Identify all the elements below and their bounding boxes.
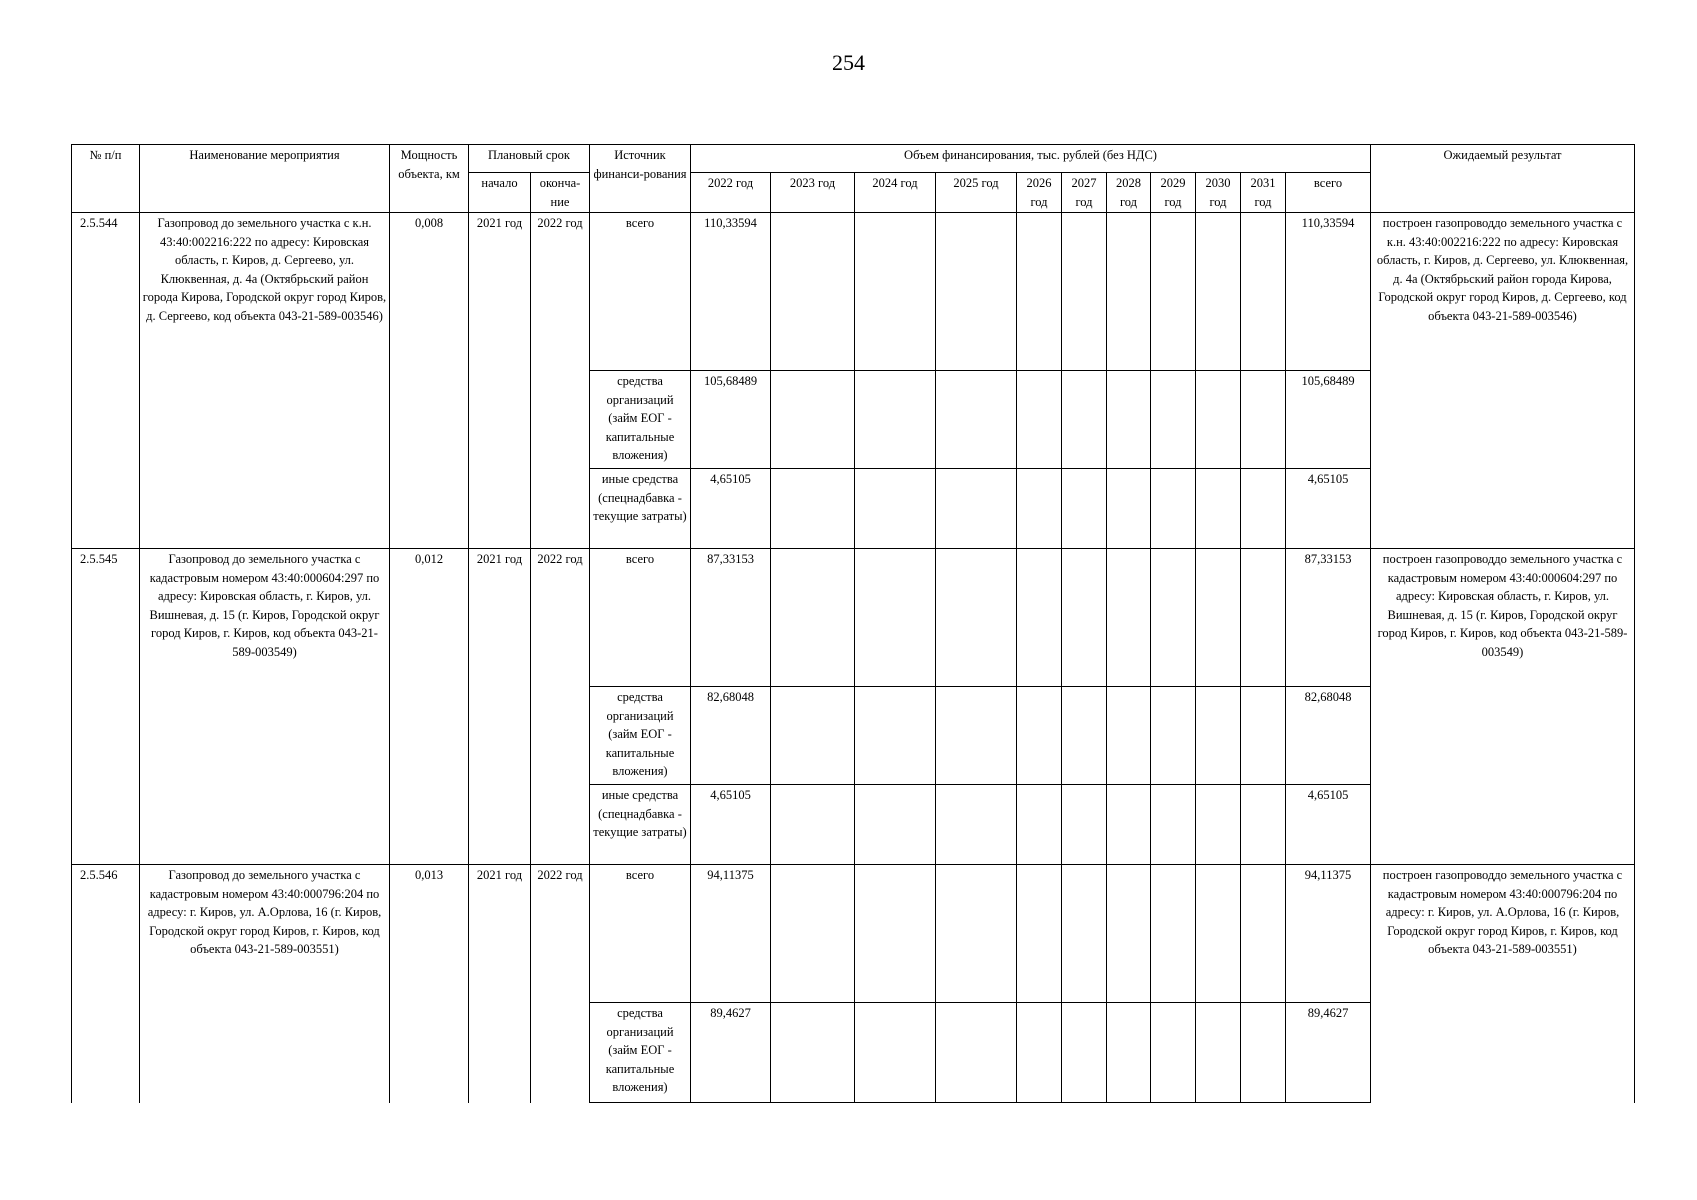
value-2024	[855, 213, 936, 371]
value-2025	[936, 371, 1017, 469]
value-2029	[1151, 865, 1196, 1003]
value-2028	[1107, 785, 1151, 865]
value-2024	[855, 1003, 936, 1103]
header-num: № п/п	[72, 145, 140, 213]
value-2029	[1151, 687, 1196, 785]
header-year-2029: 2029 год	[1151, 173, 1196, 213]
item-end: 2022 год	[531, 213, 590, 549]
funding-table	[71, 144, 1635, 1103]
value-2023	[771, 469, 855, 549]
table-row	[72, 213, 1635, 371]
value-2027	[1062, 1003, 1107, 1103]
item-name: Газопровод до земельного участка с к.н. 43:40:002216:222 по адресу: Кировская область, г. Киров, д. Сергеево, ул. Клюквенная, д. 4а (Октябрьский район города Кирова, Городской округ город Киров, д. Сергеево, код объекта 043-21-589-003546)	[140, 213, 390, 549]
value-2023	[771, 213, 855, 371]
funding-source: иные средства (спецнадбавка - текущие затраты)	[590, 785, 691, 865]
table-row	[72, 865, 1635, 1003]
value-2022: 87,33153	[691, 549, 771, 687]
value-2024	[855, 687, 936, 785]
value-2025	[936, 549, 1017, 687]
value-total: 4,65105	[1286, 469, 1371, 549]
header-year-2025: 2025 год	[936, 173, 1017, 213]
value-2022: 4,65105	[691, 785, 771, 865]
value-2027	[1062, 213, 1107, 371]
value-2026	[1017, 371, 1062, 469]
value-2030	[1196, 865, 1241, 1003]
expected-result: построен газопроводдо земельного участка с кадастровым номером 43:40:000796:204 по адресу: г. Киров, ул. А.Орлова, 16 (г. Киров, Городской округ город Киров, г. Киров, код объекта 043-21-589-003551)	[1371, 865, 1635, 1103]
value-2030	[1196, 371, 1241, 469]
funding-source: иные средства (спецнадбавка - текущие затраты)	[590, 469, 691, 549]
value-2031	[1241, 1003, 1286, 1103]
value-2029	[1151, 785, 1196, 865]
value-2022: 89,4627	[691, 1003, 771, 1103]
value-2030	[1196, 687, 1241, 785]
value-2022: 110,33594	[691, 213, 771, 371]
item-number: 2.5.545	[72, 549, 140, 865]
funding-source: всего	[590, 865, 691, 1003]
item-name: Газопровод до земельного участка с кадастровым номером 43:40:000796:204 по адресу: г. Киров, ул. А.Орлова, 16 (г. Киров, Городской округ город Киров, г. Киров, код объекта 043-21-589-003551)	[140, 865, 390, 1103]
value-2027	[1062, 865, 1107, 1003]
header-start: начало	[469, 173, 531, 213]
value-2031	[1241, 371, 1286, 469]
funding-source: всего	[590, 549, 691, 687]
value-2024	[855, 785, 936, 865]
value-2023	[771, 371, 855, 469]
value-2030	[1196, 469, 1241, 549]
item-start: 2021 год	[469, 865, 531, 1103]
value-2029	[1151, 549, 1196, 687]
value-2026	[1017, 1003, 1062, 1103]
value-2028	[1107, 371, 1151, 469]
header-source: Источник финанси-рования	[590, 145, 691, 213]
header-year-2024: 2024 год	[855, 173, 936, 213]
funding-source: средства организаций (займ ЕОГ - капитальные вложения)	[590, 371, 691, 469]
page-number: 254	[832, 50, 865, 75]
value-total: 87,33153	[1286, 549, 1371, 687]
value-2030	[1196, 785, 1241, 865]
funding-source: средства организаций (займ ЕОГ - капитальные вложения)	[590, 687, 691, 785]
value-2030	[1196, 549, 1241, 687]
value-2022: 94,11375	[691, 865, 771, 1003]
item-start: 2021 год	[469, 549, 531, 865]
value-2028	[1107, 213, 1151, 371]
value-2027	[1062, 371, 1107, 469]
value-total: 82,68048	[1286, 687, 1371, 785]
item-name: Газопровод до земельного участка с кадастровым номером 43:40:000604:297 по адресу: Кировская область, г. Киров, ул. Вишневая, д. 15 (г. Киров, Городской округ город Киров, г. Киров, код объекта 043-21-589-003549)	[140, 549, 390, 865]
header-name: Наименование мероприятия	[140, 145, 390, 213]
header-year-2030: 2030 год	[1196, 173, 1241, 213]
table-row	[72, 549, 1635, 687]
value-2027	[1062, 687, 1107, 785]
value-2027	[1062, 549, 1107, 687]
header-result: Ожидаемый результат	[1371, 145, 1635, 213]
value-total: 94,11375	[1286, 865, 1371, 1003]
value-2031	[1241, 687, 1286, 785]
value-2031	[1241, 549, 1286, 687]
header-year-2031: 2031 год	[1241, 173, 1286, 213]
value-2026	[1017, 469, 1062, 549]
value-2029	[1151, 469, 1196, 549]
header-total: всего	[1286, 173, 1371, 213]
table-body	[72, 213, 1635, 1103]
expected-result: построен газопроводдо земельного участка с кадастровым номером 43:40:000604:297 по адресу: Кировская область, г. Киров, ул. Вишневая, д. 15 (г. Киров, Городской округ город Киров, г. Киров, код объекта 043-21-589-003549)	[1371, 549, 1635, 865]
value-2026	[1017, 785, 1062, 865]
value-2028	[1107, 1003, 1151, 1103]
item-number: 2.5.546	[72, 865, 140, 1103]
value-2025	[936, 1003, 1017, 1103]
value-2023	[771, 687, 855, 785]
value-2025	[936, 785, 1017, 865]
value-2028	[1107, 549, 1151, 687]
header-year-2028: 2028 год	[1107, 173, 1151, 213]
value-2028	[1107, 687, 1151, 785]
value-2025	[936, 469, 1017, 549]
value-2025	[936, 213, 1017, 371]
value-2024	[855, 865, 936, 1003]
header-term: Плановый срок	[469, 145, 590, 173]
value-2030	[1196, 1003, 1241, 1103]
value-2026	[1017, 213, 1062, 371]
value-2031	[1241, 213, 1286, 371]
value-2024	[855, 549, 936, 687]
value-2024	[855, 371, 936, 469]
value-2027	[1062, 785, 1107, 865]
header-end: оконча-ние	[531, 173, 590, 213]
value-total: 89,4627	[1286, 1003, 1371, 1103]
funding-source: средства организаций (займ ЕОГ - капитальные вложения)	[590, 1003, 691, 1103]
value-2027	[1062, 469, 1107, 549]
value-2022: 105,68489	[691, 371, 771, 469]
item-power: 0,013	[390, 865, 469, 1103]
value-2029	[1151, 371, 1196, 469]
value-total: 110,33594	[1286, 213, 1371, 371]
value-2031	[1241, 785, 1286, 865]
header-power: Мощность объекта, км	[390, 145, 469, 213]
expected-result: построен газопроводдо земельного участка с к.н. 43:40:002216:222 по адресу: Кировская область, г. Киров, д. Сергеево, ул. Клюквенная, д. 4а (Октябрьский район города Кирова, Городской округ город Киров, д. Сергеево, код объекта 043-21-589-003546)	[1371, 213, 1635, 549]
value-2022: 4,65105	[691, 469, 771, 549]
item-end: 2022 год	[531, 865, 590, 1103]
value-2023	[771, 1003, 855, 1103]
value-2031	[1241, 865, 1286, 1003]
funding-source: всего	[590, 213, 691, 371]
value-2024	[855, 469, 936, 549]
value-2026	[1017, 687, 1062, 785]
item-number: 2.5.544	[72, 213, 140, 549]
value-2030	[1196, 213, 1241, 371]
header-year-2022: 2022 год	[691, 173, 771, 213]
value-2026	[1017, 549, 1062, 687]
header-year-2026: 2026 год	[1017, 173, 1062, 213]
value-2026	[1017, 865, 1062, 1003]
value-2029	[1151, 1003, 1196, 1103]
value-2025	[936, 687, 1017, 785]
header-year-2023: 2023 год	[771, 173, 855, 213]
item-power: 0,008	[390, 213, 469, 549]
header-year-2027: 2027 год	[1062, 173, 1107, 213]
value-2023	[771, 865, 855, 1003]
value-2031	[1241, 469, 1286, 549]
value-2028	[1107, 469, 1151, 549]
value-2023	[771, 785, 855, 865]
value-2025	[936, 865, 1017, 1003]
item-start: 2021 год	[469, 213, 531, 549]
item-end: 2022 год	[531, 549, 590, 865]
table-header	[72, 145, 1635, 213]
value-total: 105,68489	[1286, 371, 1371, 469]
value-2022: 82,68048	[691, 687, 771, 785]
value-2028	[1107, 865, 1151, 1003]
header-volume: Объем финансирования, тыс. рублей (без НДС)	[691, 145, 1371, 173]
value-total: 4,65105	[1286, 785, 1371, 865]
item-power: 0,012	[390, 549, 469, 865]
value-2029	[1151, 213, 1196, 371]
value-2023	[771, 549, 855, 687]
